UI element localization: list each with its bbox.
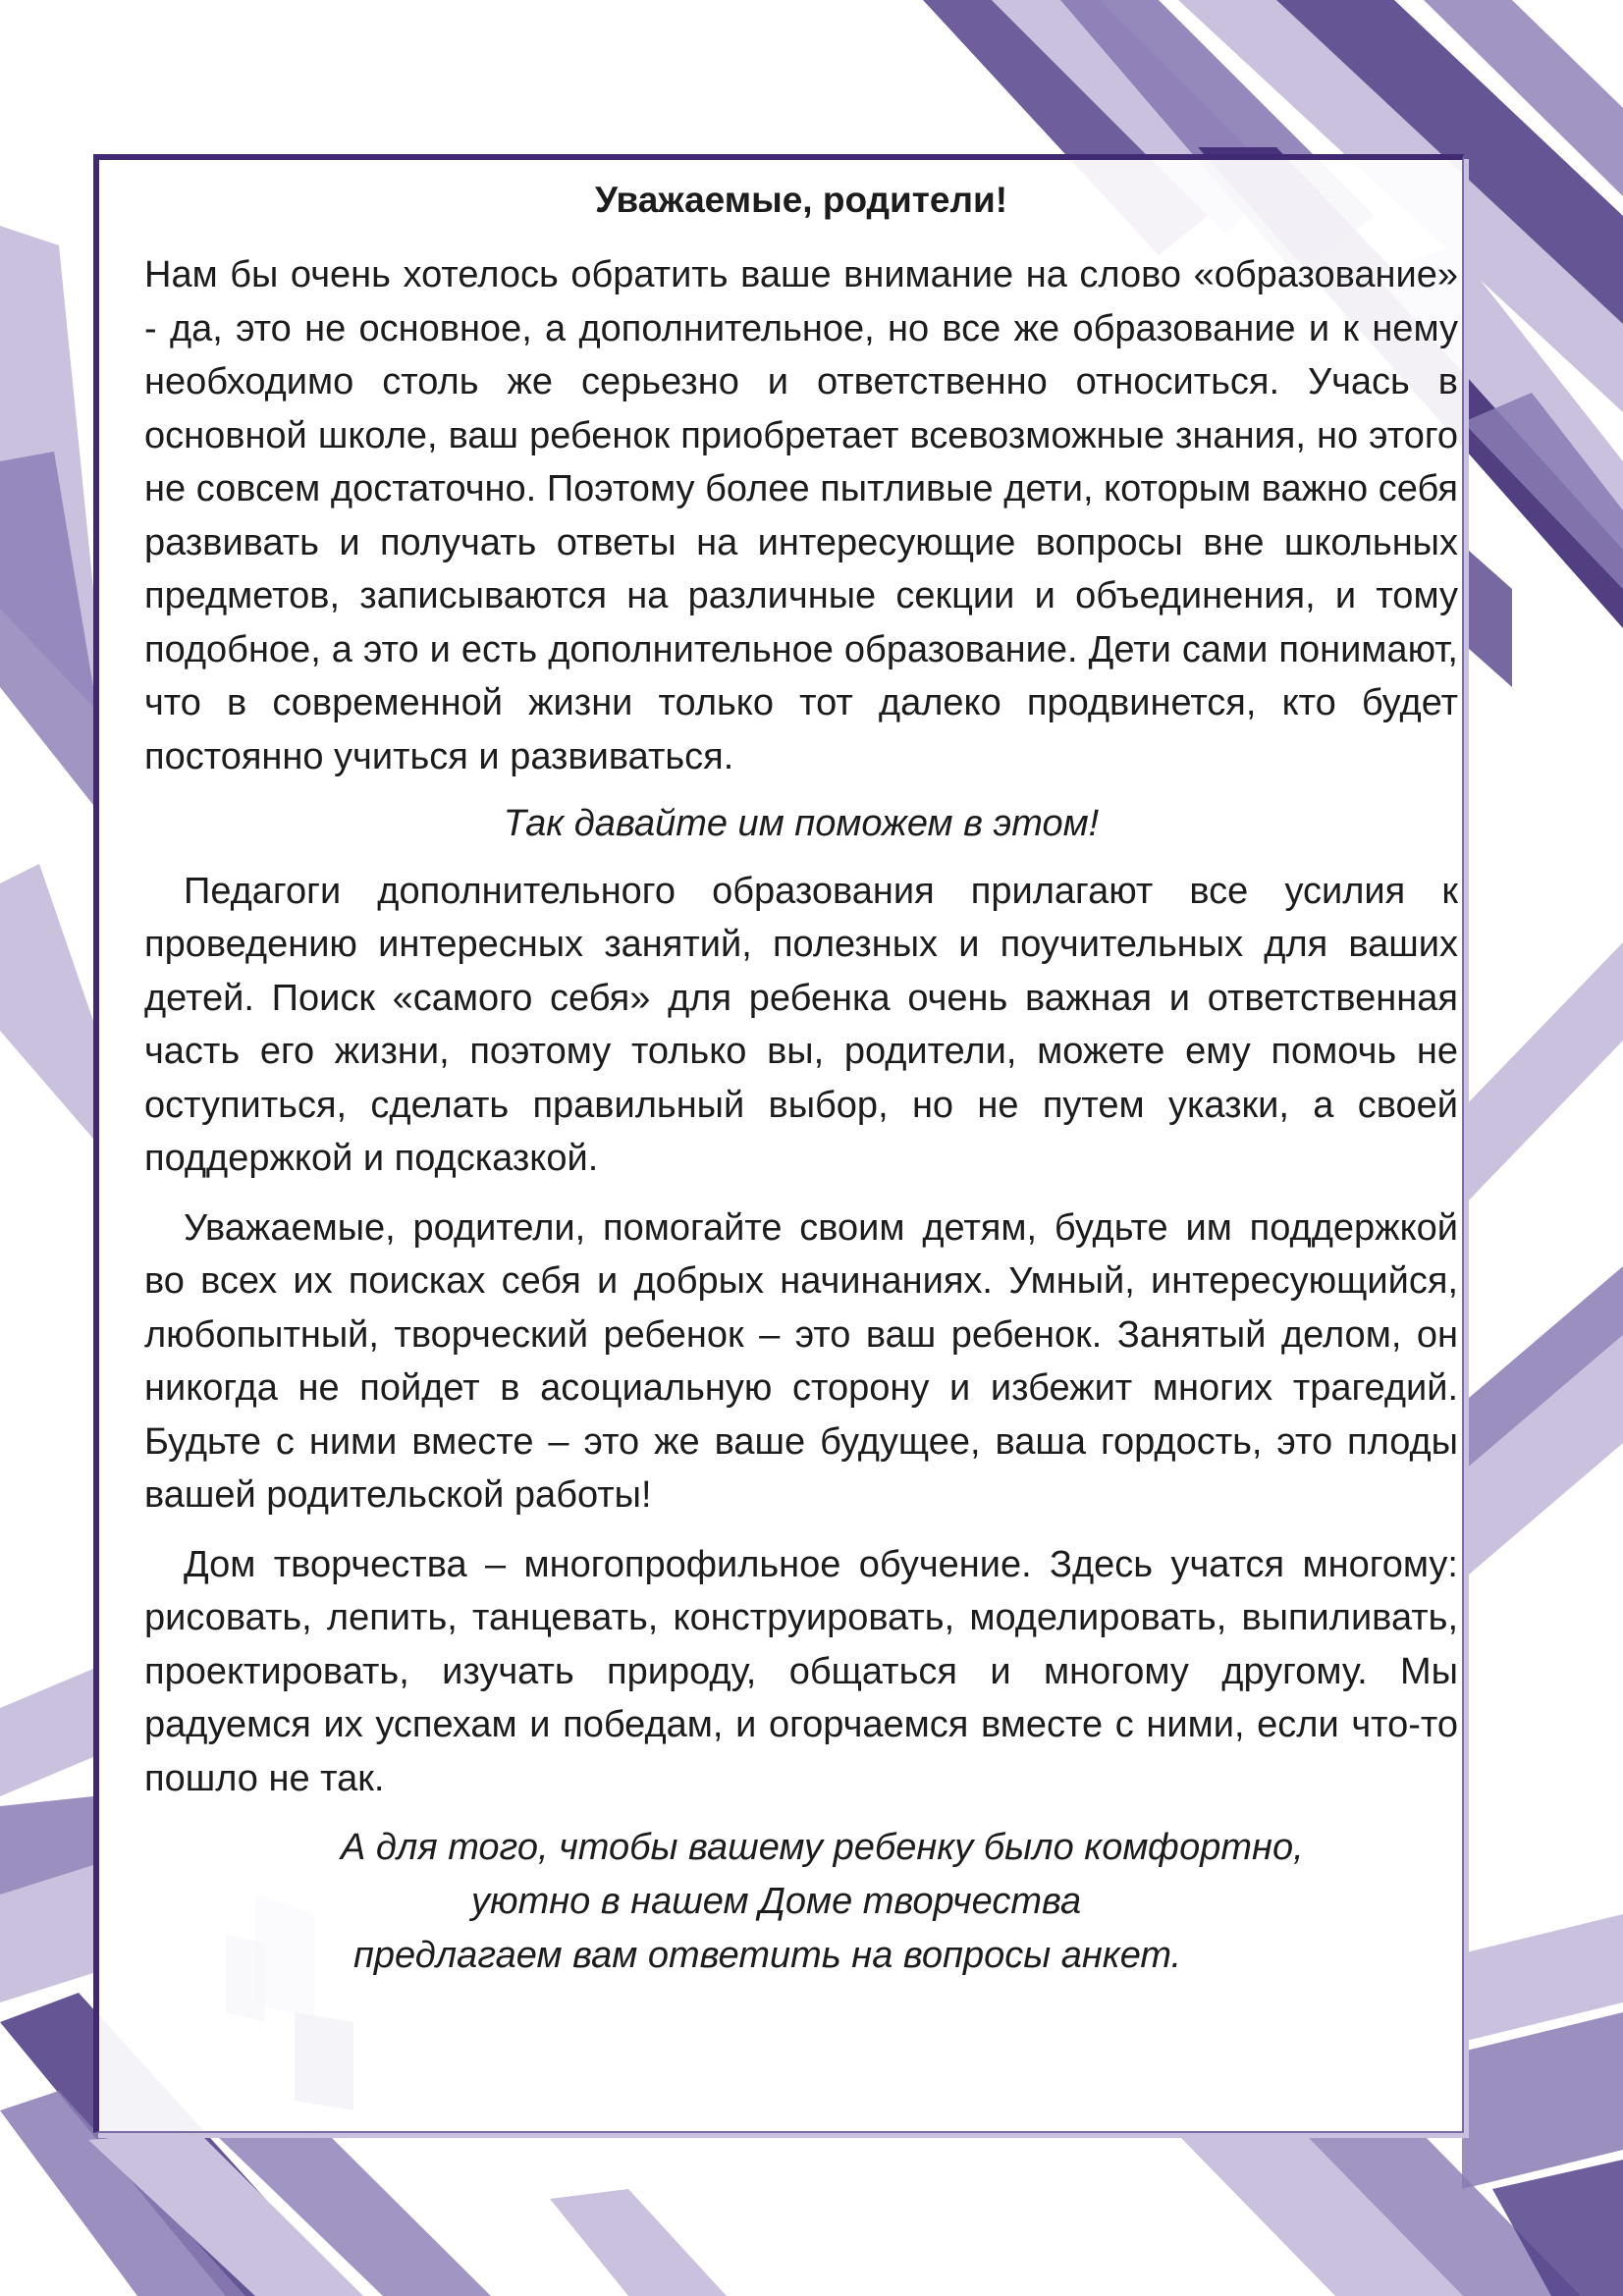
paragraph-house-of-creativity: Дом творчества – многопрофильное обучение. Здесь учатся многому: рисовать, лепить, танцевать, конструировать, моделировать, выпиливать, проектировать, изучать природу, общаться и многому другому. Мы радуемся их успехам и победам, и огорчаемся вместе с ними, если что-то пошло не так. <box>144 1543 1458 1799</box>
closing-line-1: А для того, чтобы вашему ребенку было комфортно, <box>341 1827 1304 1868</box>
appeal-line: Так давайте им поможем в этом! <box>503 803 1100 844</box>
closing-invitation <box>144 1821 1458 1983</box>
paragraph-support: Уважаемые, родители, помогайте своим детям, будьте им поддержкой во всех их поисках себя и добрых начинаниях. Умный, интересующийся, любопытный, творческий ребенок – это ваш ребенок. Занятый делом, он никогда не пойдет в асоциальную сторону и избежит многих трагедий. Будьте с ними вместе – это же ваше будущее, ваша гордость, это плоды вашей родительской работы! <box>144 1206 1458 1516</box>
closing-line-2: уютно в нашем Доме творчества <box>471 1881 1082 1922</box>
paragraph-intro: Нам бы очень хотелось обратить ваше внимание на слово «образование» - да, это не основное, а дополнительное, но все же образование и к нему необходимо столь же серьезно и ответственно относиться. Учась в основной школе, ваш ребенок приобретает всевозможные знания, но этого не совсем достаточно. Поэтому более пытливые дети, которым важно себя развивать и получать ответы на интересующие вопросы вне школьных предметов, записываются на различные секции и объединения, и тому подобное, а это и есть дополнительное образование. Дети сами понимают, что в современной жизни только тот далеко продвинется, кто будет постоянно учиться и развиваться. <box>144 254 1458 777</box>
closing-line-3: предлагаем вам ответить на вопросы анкет. <box>353 1935 1182 1976</box>
paragraph-teachers: Педагоги дополнительного образования прилагают все усилия к проведению интересных занятий, полезных и поучительных для ваших детей. Поиск «самого себя» для ребенка очень важная и ответственная часть его жизни, поэтому только вы, родители, можете ему помочь не оступиться, сделать правильный выбор, но не путем указки, а своей поддержкой и подсказкой. <box>144 870 1458 1179</box>
letter-body <box>144 172 1458 1983</box>
letter-title: Уважаемые, родители! <box>594 180 1008 220</box>
